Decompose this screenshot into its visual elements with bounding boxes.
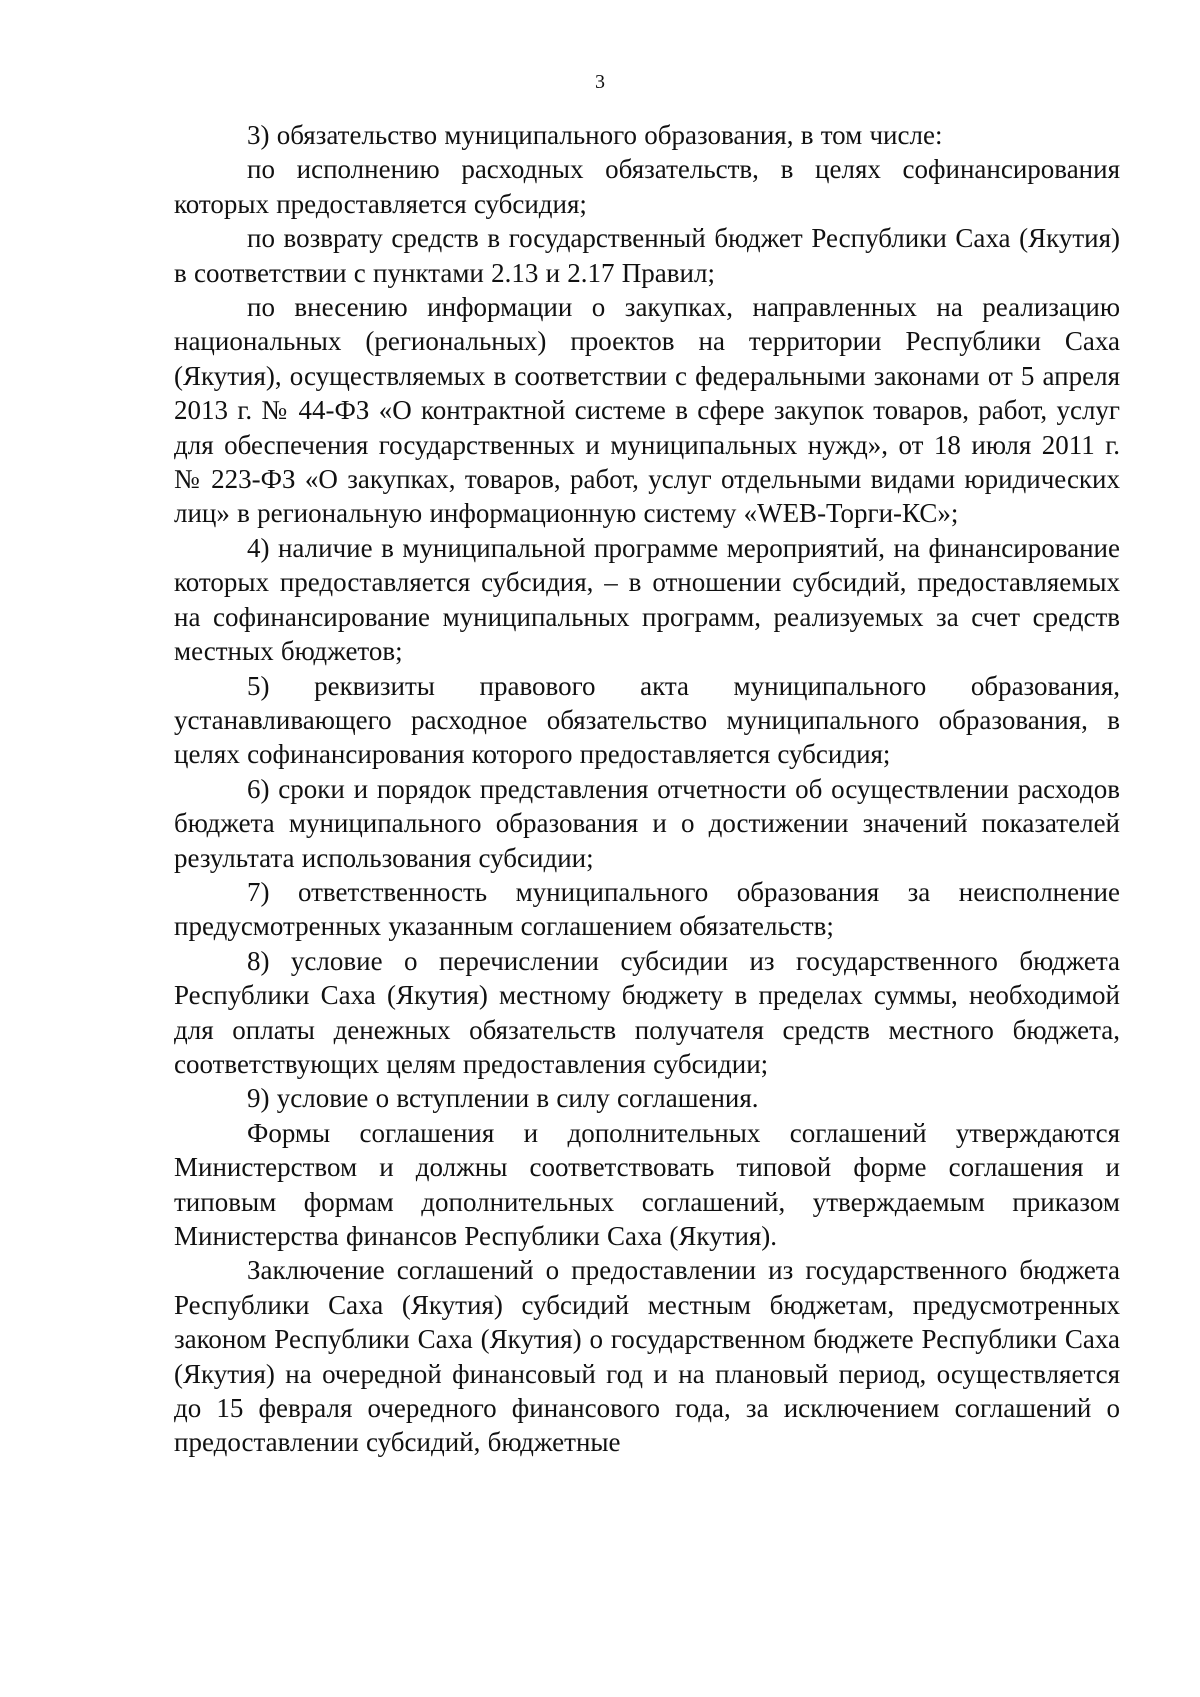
paragraph-refund-of-funds: по возврату средств в государственный бюджет Республики Саха (Якутия) в соответствии с пунктами 2.13 и 2.17 Правил; <box>174 223 1120 288</box>
paragraph-item-3: 3) обязательство муниципального образования, в том числе: <box>247 120 943 150</box>
paragraph-item-7: 7) ответственность муниципального образования за неисполнение предусмотренных указанным соглашением обязательств; <box>174 876 1120 942</box>
paragraph-item-9: 9) условие о вступлении в силу соглашения. <box>247 1083 759 1114</box>
paragraph-expenditure-obligations: по исполнению расходных обязательств, в целях софинансирования которых предоставляется субсидия; <box>174 154 1120 219</box>
paragraph-item-6: 6) сроки и порядок представления отчетности об осуществлении расходов бюджета муниципального образования и о достижении значений показателей результата использования субсидии; <box>174 773 1120 873</box>
document-body <box>174 118 1120 1460</box>
paragraph-item-5: 5) реквизиты правового акта муниципального образования, устанавливающего расходное обязательство муниципального образования, в целях софинансирования которого предоставляется субсидия; <box>174 670 1120 770</box>
paragraph-agreement-forms: Формы соглашения и дополнительных соглашений утверждаются Министерством и должны соответствовать типовой форме соглашения и типовым формам дополнительных соглашений, утверждаемым приказом Министерства финансов Республики Саха (Якутия). <box>174 1117 1120 1251</box>
paragraph-item-8: 8) условие о перечислении субсидии из государственного бюджета Республики Саха (Якутия) местному бюджету в пределах суммы, необходимой для оплаты денежных обязательств получателя средств местного бюджета, соответствующих целям предоставления субсидии; <box>174 945 1120 1079</box>
page-number: 3 <box>595 71 605 93</box>
paragraph-agreement-conclusion: Заключение соглашений о предоставлении из государственного бюджета Республики Саха (Якутия) субсидий местным бюджетам, предусмотренных законом Республики Саха (Якутия) о государственном бюджете Республики Саха (Якутия) на очередной финансовый год и на плановый период, осуществляется до 15 февраля очередного финансового года, за исключением соглашений о предоставлении субсидий, бюджетные <box>174 1255 1120 1458</box>
paragraph-item-4: 4) наличие в муниципальной программе мероприятий, на финансирование которых предоставляется субсидия, – в отношении субсидий, предоставляемых на софинансирование муниципальных программ, реализуемых за счет средств местных бюджетов; <box>174 532 1120 667</box>
paragraph-procurement-information: по внесению информации о закупках, направленных на реализацию национальных (региональных) проектов на территории Республики Саха (Якутия), осуществляемых в соответствии с федеральными законами от 5 апреля 2013 г. № 44-ФЗ «О контрактной системе в сфере закупок товаров, работ, услуг для обеспечения государственных и муниципальных нужд», от 18 июля 2011 г. № 223-ФЗ «О закупках, товаров, работ, услуг отдельными видами юридических лиц» в региональную информационную систему «WEB-Торги-КС»; <box>174 292 1120 529</box>
